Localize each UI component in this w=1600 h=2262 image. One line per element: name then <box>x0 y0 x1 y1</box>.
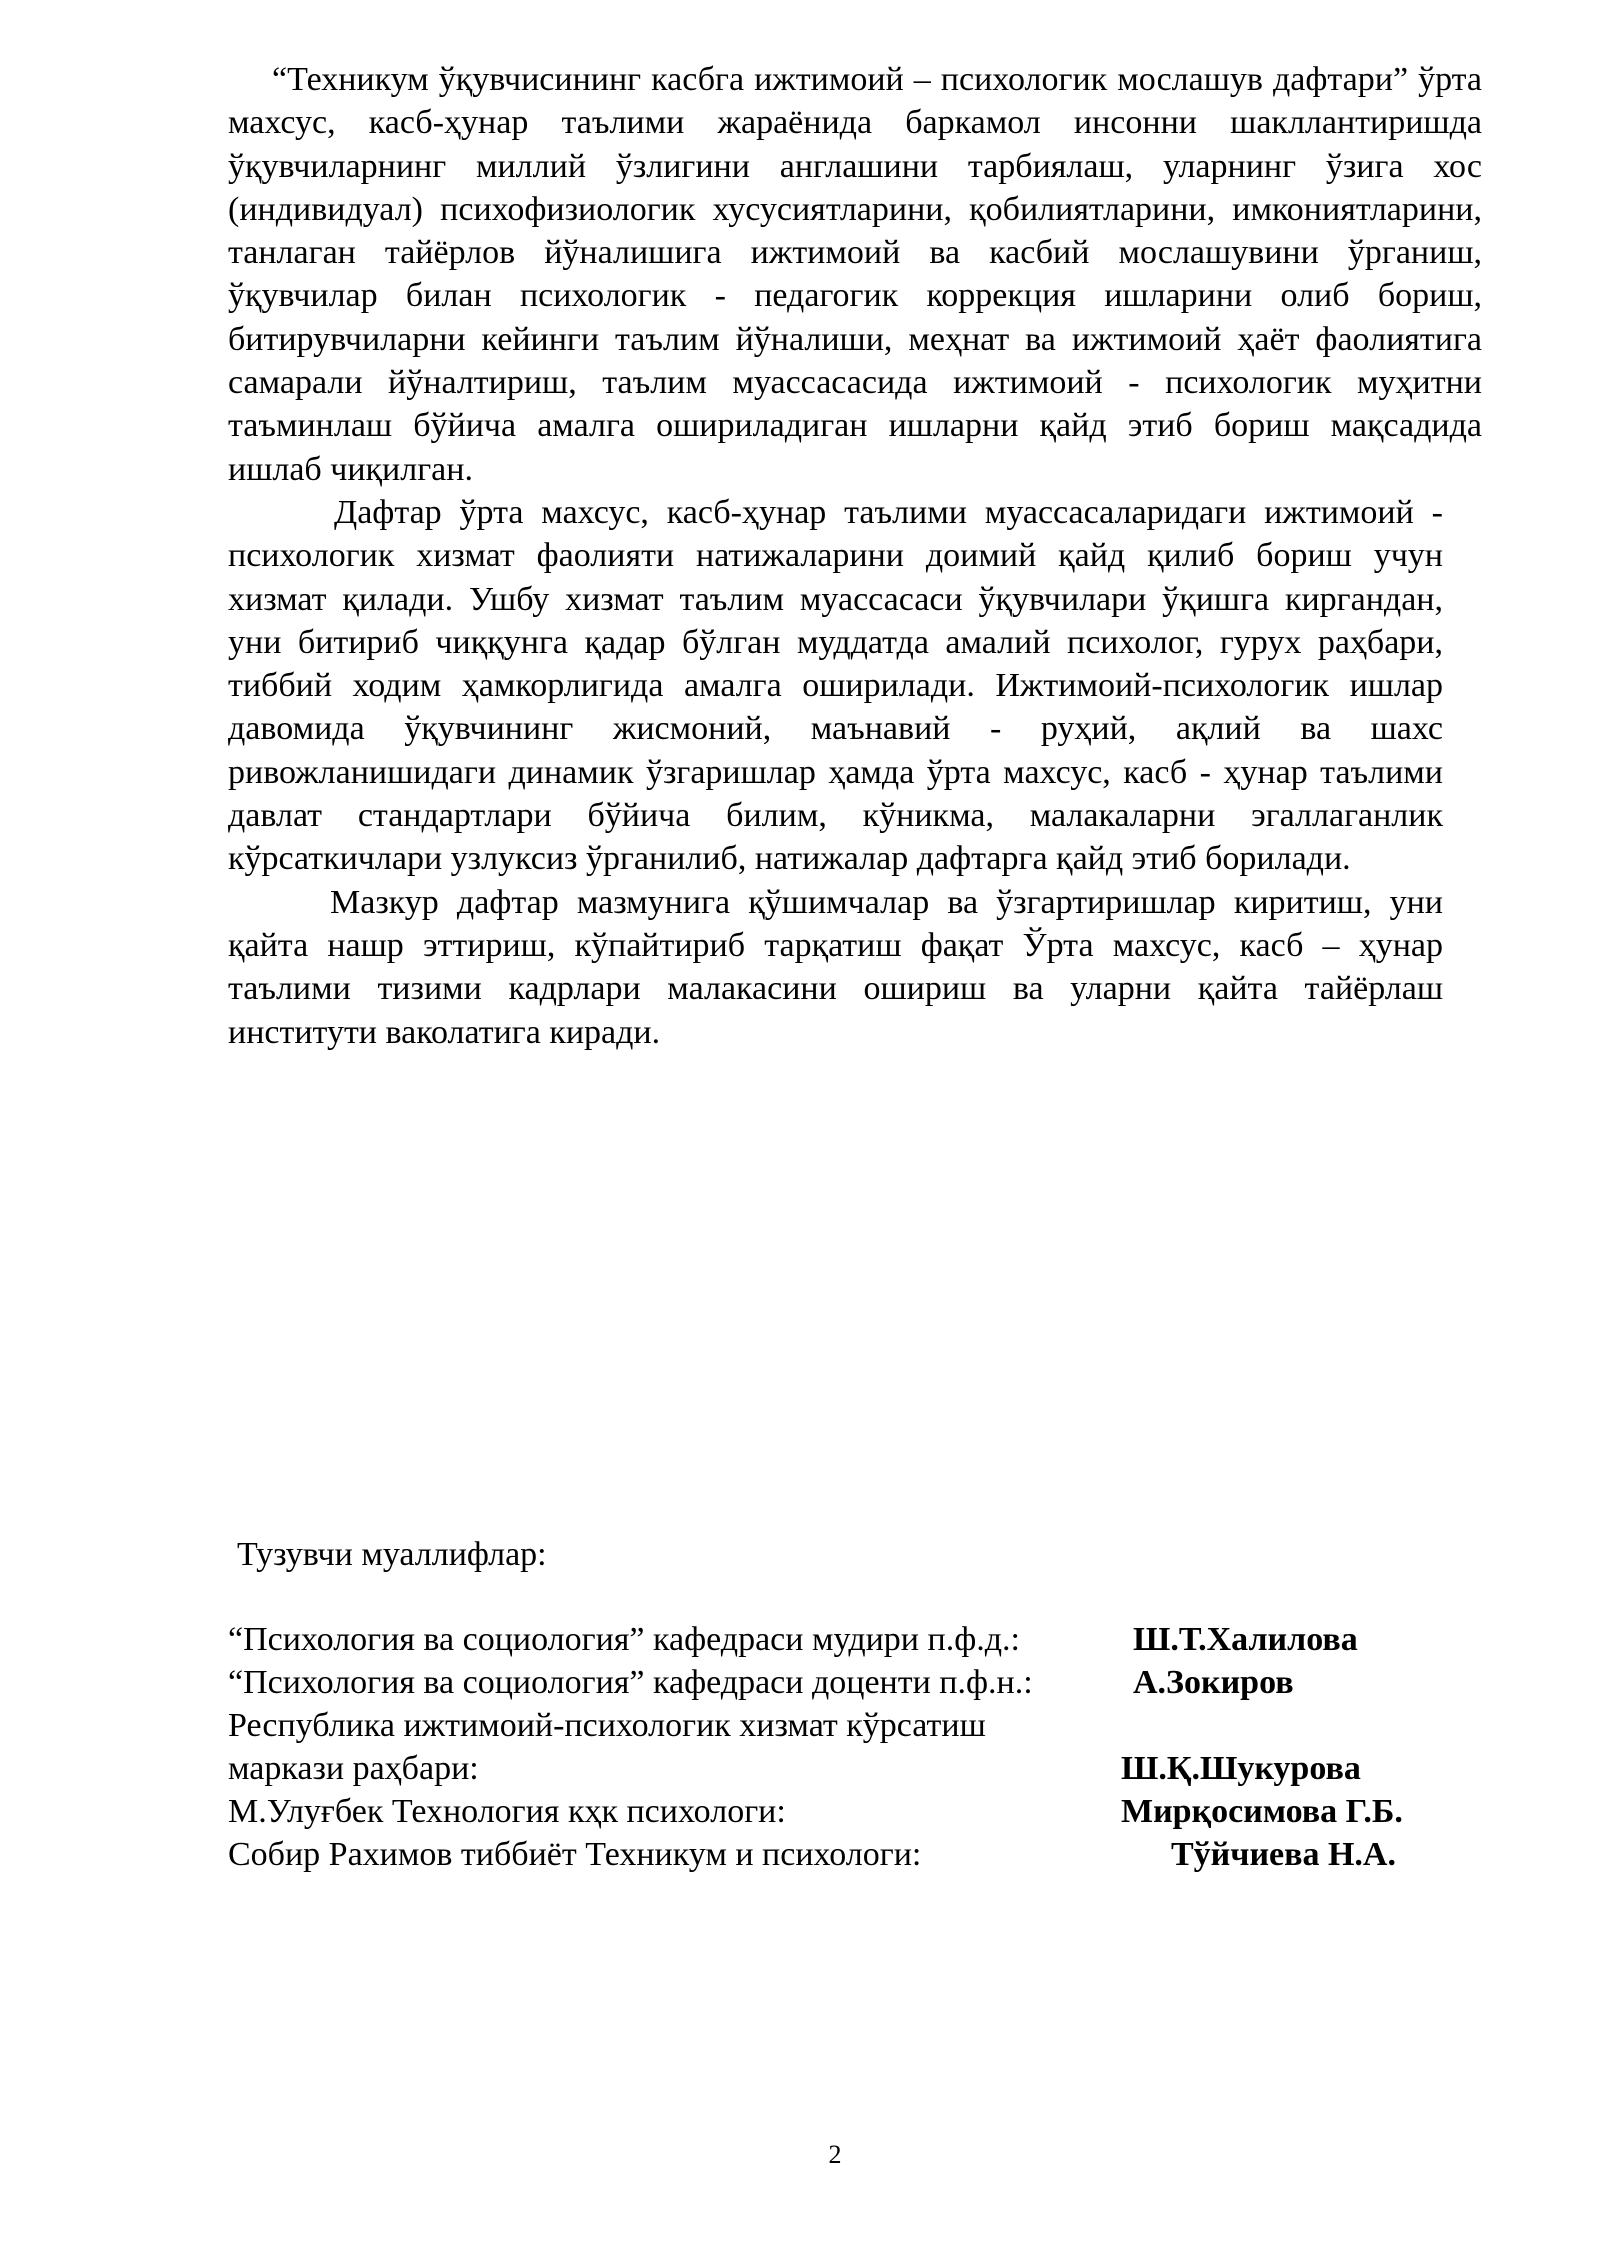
page-number: 2 <box>828 2140 842 2169</box>
author-row <box>228 1833 1488 1876</box>
authors-heading: Тузувчи муаллифлар: <box>237 1536 547 1573</box>
author-role: Республика ижтимоий-психологик хизмат кўрсатиш <box>228 1707 986 1744</box>
author-role: маркази раҳбари: <box>228 1750 479 1787</box>
author-name: Мирқосимова Г.Б. <box>1121 1793 1403 1830</box>
author-row <box>228 1747 1488 1790</box>
author-row <box>228 1618 1488 1661</box>
author-name: А.Зокиров <box>1133 1664 1294 1701</box>
author-row <box>228 1661 1488 1704</box>
author-row <box>228 1790 1488 1833</box>
author-name: Ш.Т.Халилова <box>1133 1621 1358 1658</box>
paragraph-purpose: “Техникум ўқувчисининг касбга ижтимоий – психологик мослашув дафтари” ўрта махсус, касб-ҳунар таълими жараёнида баркамол инсонни шакллантиришда ўқувчиларнинг миллий ўзлигини англашини тарбиялаш, уларнинг ўзига хос (индивидуал) психофизиологик хусусиятларини, қобилиятларини, имкониятларини, танлаган тайёрлов йўналишига ижтимоий ва касбий мослашувини ўрганиш, ўқувчилар билан психологик - педагогик коррекция ишларини олиб бориш, битирувчиларни кейинги таълим йўналиши, меҳнат ва ижтимоий ҳаёт фаолиятига самарали йўналтириш, таълим муассасасида ижтимоий - психологик муҳитни таъминлаш бўйича амалга ошириладиган ишларни қайд этиб бориш мақсадида ишлаб чиқилган. <box>228 61 1482 488</box>
paragraph-service: Дафтар ўрта махсус, касб-ҳунар таълими муассасаларидаги ижтимоий - психологик хизмат фаолияти натижаларини доимий қайд қилиб бориш учун хизмат қилади. Ушбу хизмат таълим муассасаси ўқувчилари ўқишга киргандан, уни битириб чиққунга қадар бўлган муддатда амалий психолог, гурух раҳбари, тиббий ходим ҳамкорлигида амалга оширилади. Ижтимоий-психологик ишлар давомида ўқувчининг жисмоний, маънавий - руҳий, ақлий ва шахс ривожланишидаги динамик ўзгаришлар ҳамда ўрта махсус, касб - ҳунар таълими давлат стандартлари бўйича билим, кўникма, малакаларни эгаллаганлик кўрсаткичлари узлуксиз ўрганилиб, натижалар дафтарга қайд этиб борилади. <box>228 493 1443 878</box>
author-row <box>228 1704 1488 1747</box>
author-role: “Психология ва социология” кафедраси доценти п.ф.н.: <box>228 1664 1033 1701</box>
author-name: Тўйчиева Н.А. <box>1171 1836 1396 1873</box>
body-text <box>228 58 1488 1054</box>
author-role: Собир Рахимов тиббиёт Техникум и психологи: <box>228 1836 922 1873</box>
author-role: “Психология ва социология” кафедраси мудири п.ф.д.: <box>228 1621 1020 1658</box>
author-role: М.Улуғбек Технология кҳк психологи: <box>228 1793 786 1830</box>
paragraph-rights: Мазкур дафтар мазмунига қўшимчалар ва ўзгартиришлар киритиш, уни қайта нашр эттириш, кўпайтириб тарқатиш фақат Ўрта махсус, касб – ҳунар таълими тизими кадрлари малакасини ошириш ва уларни қайта тайёрлаш институти ваколатига киради. <box>228 883 1443 1051</box>
author-name: Ш.Қ.Шукурова <box>1121 1750 1361 1787</box>
authors-list <box>228 1618 1488 1876</box>
